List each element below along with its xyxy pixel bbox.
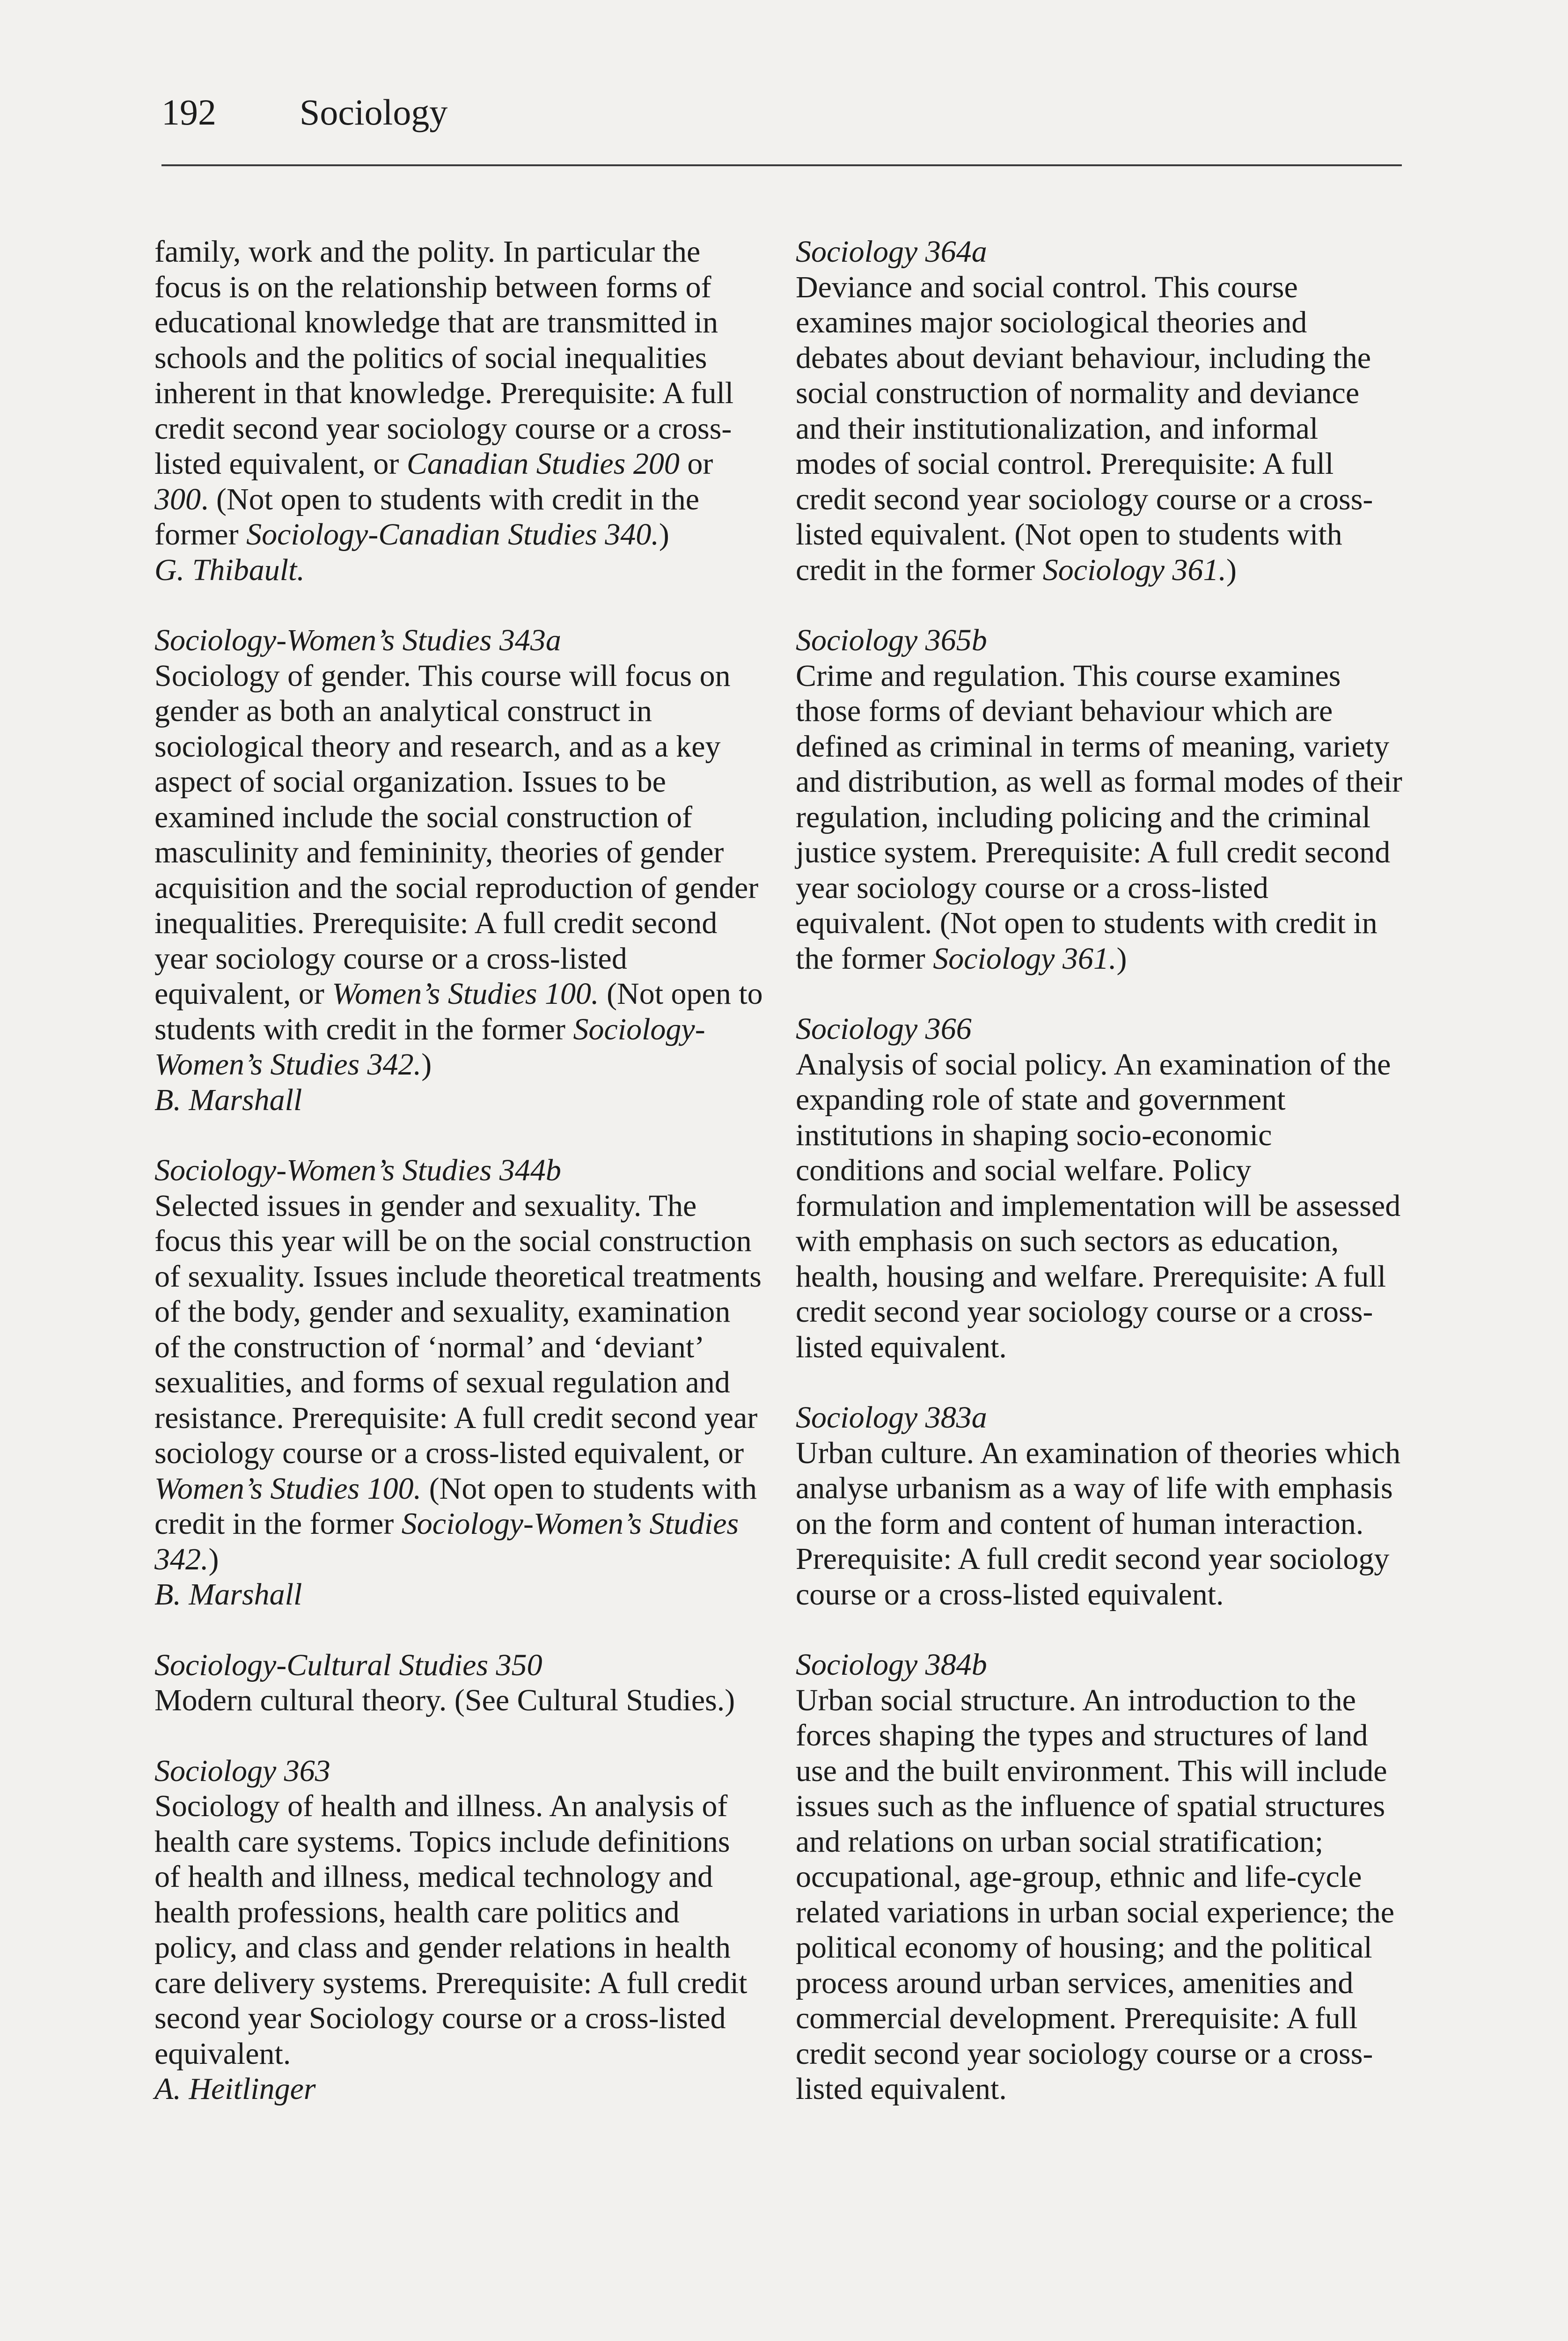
course-description: Modern cultural theory. (See Cultural Studies.) — [154, 1683, 735, 1717]
course-title: Sociology 363 — [154, 1753, 330, 1788]
course-description: family, work and the polity. In particular the focus is on the relationship between forms of educational knowledge that are transmitted in schools and the politics of social inequalities inherent in that knowledge. Prerequisite: A full credit second year sociology course or a cross-listed equivalent, or Canadian Studies 200 or 300. (Not open to students with credit in the former Sociology-Canadian Studies 340.) — [154, 235, 734, 552]
course-entry-365b — [796, 623, 1404, 976]
instructor-name: B. Marshall — [154, 1577, 302, 1612]
course-description: Sociology of gender. This course will focus on gender as both an analytical construct in sociological theory and research, and as a key aspect of social organization. Issues to be examined include the social construction of masculinity and femininity, theories of gender acquisition and the social reproduction of gender inequalities. Prerequisite: A full credit second year sociology course or a cross-listed equivalent, or Women’s Studies 100. (Not open to students with credit in the former Sociology-Women’s Studies 342.) — [154, 658, 763, 1082]
instructor-name: G. Thibault. — [154, 552, 305, 587]
instructor-name: B. Marshall — [154, 1082, 302, 1117]
running-title: Sociology — [300, 92, 448, 133]
course-title: Sociology 383a — [796, 1400, 987, 1435]
course-entry-366 — [796, 1011, 1404, 1365]
course-entry-363 — [154, 1753, 763, 2107]
course-entry-344b — [154, 1153, 763, 1612]
course-entry-350 — [154, 1648, 763, 1718]
course-title: Sociology 384b — [796, 1648, 987, 1682]
course-entry-343a — [154, 623, 763, 1118]
course-description: Crime and regulation. This course examines those forms of deviant behaviour which are defined as criminal in terms of meaning, variety and distribution, as well as formal modes of their regulation, including policing and the criminal justice system. Prerequisite: A full credit second year sociology course or a cross-listed equivalent. (Not open to students with credit in the former Sociology 361.) — [796, 658, 1402, 976]
course-entry-364a — [796, 234, 1404, 588]
course-title: Sociology 366 — [796, 1012, 972, 1046]
course-description: Sociology of health and illness. An analysis of health care systems. Topics include definitions of health and illness, medical technology and health professions, health care politics and policy, and class and gender relations in health care delivery systems. Prerequisite: A full credit second year Sociology course or a cross-listed equivalent. — [154, 1789, 747, 2071]
course-title: Sociology-Women’s Studies 344b — [154, 1153, 561, 1187]
course-title: Sociology 365b — [796, 623, 987, 657]
instructor-name: A. Heitlinger — [154, 2072, 316, 2106]
course-title: Sociology-Women’s Studies 343a — [154, 623, 561, 657]
course-title: Sociology-Cultural Studies 350 — [154, 1648, 542, 1682]
course-entry-383a — [796, 1400, 1404, 1612]
course-description: Urban culture. An examination of theories which analyse urbanism as a way of life with emphasis on the form and content of human interaction. Prerequisite: A full credit second year sociology course or a cross-listed equivalent. — [796, 1436, 1401, 1612]
course-entry-continued — [154, 234, 763, 588]
left-column — [154, 234, 763, 2142]
page-header — [161, 87, 1402, 166]
right-column — [796, 234, 1404, 2142]
course-description: Deviance and social control. This course examines major sociological theories and debates about deviant behaviour, including the social construction of normality and deviance and their institutionalization, and informal modes of social control. Prerequisite: A full credit second year sociology course or a cross-listed equivalent. (Not open to students with credit in the former Sociology 361.) — [796, 270, 1373, 587]
course-entry-384b — [796, 1647, 1404, 2107]
course-title: Sociology 364a — [796, 235, 987, 269]
course-description: Selected issues in gender and sexuality. The focus this year will be on the social construction of sexuality. Issues include theoretical treatments of the body, gender and sexuality, examination of the construction of ‘normal’ and ‘deviant’ sexualities, and forms of sexual regulation and resistance. Prerequisite: A full credit second year sociology course or a cross-listed equivalent, or Women’s Studies 100. (Not open to students with credit in the former Sociology-Women’s Studies 342.) — [154, 1188, 762, 1576]
course-description: Urban social structure. An introduction to the forces shaping the types and structures of land use and the built environment. This will include issues such as the influence of spatial structures and relations on urban social stratification; occupational, age-group, ethnic and life-cycle related variations in urban social experience; the political economy of housing; and the political process around urban services, amenities and commercial development. Prerequisite: A full credit second year sociology course or a cross-listed equivalent. — [796, 1683, 1395, 2106]
course-description: Analysis of social policy. An examination of the expanding role of state and government institutions in shaping socio-economic conditions and social welfare. Policy formulation and implementation will be assessed with emphasis on such sectors as education, health, housing and welfare. Prerequisite: A full credit second year sociology course or a cross-listed equivalent. — [796, 1047, 1401, 1364]
page-number: 192 — [161, 92, 216, 133]
